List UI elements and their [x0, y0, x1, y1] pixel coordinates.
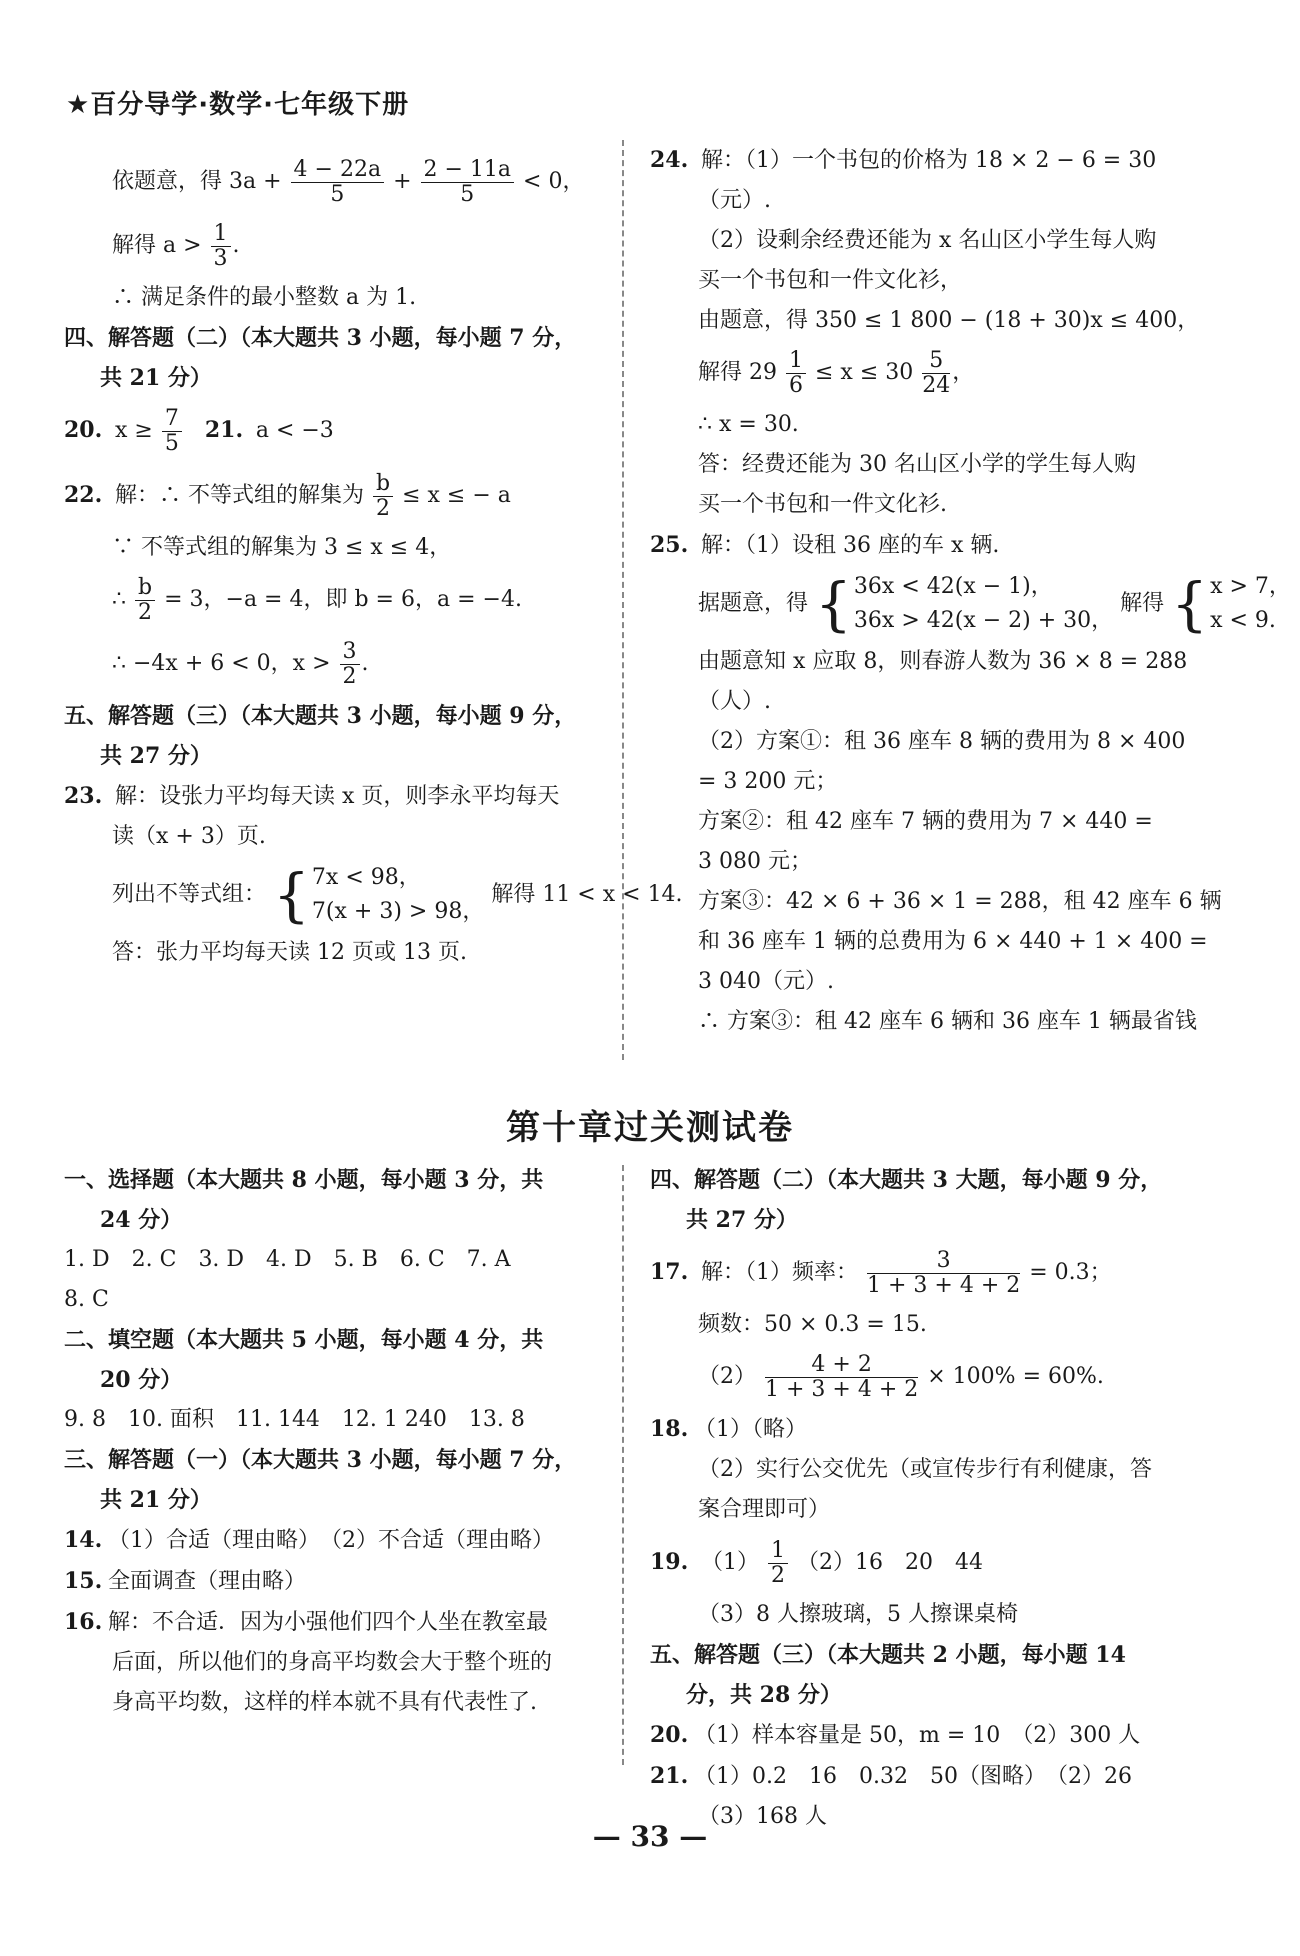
- section-title: 第十章过关测试卷: [506, 1108, 794, 1148]
- answer-22-line-2: ∵ 不等式组的解集为 3 ≤ x ≤ 4，: [112, 535, 452, 560]
- answer-16-line-3: 身高平均数，这样的样本就不具有代表性了.: [112, 1690, 537, 1715]
- answer-17-line-3: （2） $\frac{4 + 2}{1 + 3 + 4 + 2}$ × 100% = 60%.: [698, 1351, 1104, 1402]
- answer-25-line-6: = 3 200 元；: [698, 769, 838, 794]
- answer-21b-line-2: （3）168 人: [698, 1804, 827, 1829]
- fraction: $\frac{b}{2}$: [135, 576, 155, 625]
- answer-18-line-2: （2）实行公交优先（或宣传步行有利健康，答: [698, 1457, 1152, 1482]
- fraction: $\frac{3}{2}$: [340, 640, 360, 689]
- answer-24-line-4: 买一个书包和一件文化衫，: [698, 268, 963, 293]
- section-heading-4b: 四、解答题（二）（本大题共 3 大题，每小题 9 分，: [650, 1167, 1163, 1193]
- top-left-column: [64, 150, 683, 973]
- answer-25-line-10: 和 36 座车 1 辆的总费用为 6 × 440 + 1 × 400 =: [698, 929, 1208, 954]
- column-divider: [622, 140, 624, 1060]
- answer-17-line-2: 频数：50 × 0.3 = 15.: [698, 1312, 927, 1337]
- answer-25-line-5: （2）方案①：租 36 座车 8 辆的费用为 8 × 400: [698, 729, 1186, 754]
- answer-18-line-1: 18. （1）（略）: [650, 1416, 807, 1442]
- top-right-column: [650, 140, 1291, 1042]
- answer-25-line-3: 由题意知 x 应取 8，则春游人数为 36 × 8 = 288: [698, 649, 1188, 674]
- fraction: $\frac{1}{2}$: [768, 1539, 788, 1588]
- answer-15: 15. 全面调查（理由略）: [64, 1568, 307, 1594]
- fraction: $\frac{1}{6}$: [786, 349, 806, 398]
- choice-answers: 1. D 2. C 3. D 4. D 5. B 6. C 7. A: [64, 1247, 511, 1272]
- inequality-system: { 7x < 98， 7(x + 3) > 98，: [273, 861, 485, 929]
- answer-24-line-6: 解得 29 $\frac{1}{6}$ ≤ x ≤ 30 $\frac{5}{24}$ ，: [698, 347, 975, 398]
- answer-17-line-1: 17. 解：（1）频率： $\frac{3}{1 + 3 + 4 + 2}$ = 0.3；: [650, 1247, 1112, 1298]
- derivation-line-1: 依题意，得 3a + $\frac{4 - 22a}{5}$ + $\frac{2 - 11a}{5}$ < 0，: [112, 156, 585, 207]
- section-heading-3-cont: 共 21 分）: [100, 1487, 212, 1513]
- answer-18-line-3: 案合理即可）: [698, 1497, 831, 1522]
- answer-23-line-4: 答：张力平均每天读 12 页或 13 页.: [112, 940, 467, 965]
- answer-14: 14. （1）合适（理由略） （2）不合适（理由略）: [64, 1527, 554, 1553]
- answer-25-line-11: 3 040（元）.: [698, 969, 834, 994]
- answer-25-line-12: ∴ 方案③：租 42 座车 6 辆和 36 座车 1 辆最省钱: [698, 1009, 1197, 1034]
- conclusion-line: ∴ 满足条件的最小整数 a 为 1.: [112, 285, 417, 310]
- answer-25-line-8: 3 080 元；: [698, 849, 812, 874]
- column-divider: [622, 1165, 624, 1765]
- section-heading-1: 一、选择题（本大题共 8 小题，每小题 3 分，共: [64, 1167, 544, 1193]
- section-heading-4: 四、解答题（二）（本大题共 3 小题，每小题 7 分，: [64, 325, 577, 351]
- answer-22-line-1: 22. 解：∴ 不等式组的解集为 $\frac{b}{2}$ ≤ x ≤ − a: [64, 470, 511, 521]
- answer-16-line-1: 16. 解：不合适．因为小强他们四个人坐在教室最: [64, 1609, 549, 1635]
- book-header: ★百分导学·数学·七年级下册: [66, 90, 410, 120]
- answer-24-line-1: 24. 解：（1）一个书包的价格为 18 × 2 − 6 = 30: [650, 147, 1157, 173]
- answer-23-line-1: 23. 解：设张力平均每天读 x 页，则李永平均每天: [64, 783, 560, 809]
- answer-16-line-2: 后面，所以他们的身高平均数会大于整个班的: [112, 1650, 553, 1675]
- section-heading-1-cont: 24 分）: [100, 1207, 183, 1233]
- section-heading-4b-cont: 共 27 分）: [686, 1207, 798, 1233]
- fraction: $\frac{4 + 2}{1 + 3 + 4 + 2}$: [765, 1351, 919, 1402]
- fraction: $\frac{1}{3}$: [211, 222, 231, 271]
- section-heading-5-cont: 共 27 分）: [100, 743, 212, 769]
- answer-22-line-4: ∴ −4x + 6 < 0，x > $\frac{3}{2}$ .: [112, 638, 369, 689]
- answer-24-line-5: 由题意，得 350 ≤ 1 800 − (18 + 30)x ≤ 400，: [698, 308, 1200, 333]
- answer-22-line-3: ∴ $\frac{b}{2}$ = 3，−a = 4，即 b = 6，a = −4.: [112, 574, 522, 625]
- answer-19-line-2: （3）8 人擦玻璃，5 人擦课桌椅: [698, 1602, 1018, 1627]
- bottom-left-column: [64, 1160, 604, 1723]
- answer-25-line-2: 据题意，得 { 36x < 42(x − 1)， 36x > 42(x − 2) + 30， 解得 { x > 7， x < 9.: [698, 570, 1291, 638]
- fill-answers: 9. 8 10. 面积 11. 144 12. 1 240 13. 8: [64, 1407, 525, 1432]
- derivation-line-2: 解得 a > $\frac{1}{3}$ .: [112, 220, 240, 271]
- fraction: $\frac{5}{24}$: [922, 347, 951, 398]
- answer-25-line-9: 方案③：42 × 6 + 36 × 1 = 288，租 42 座车 6 辆: [698, 889, 1222, 914]
- answer-24-line-8: 答：经费还能为 30 名山区小学的学生每人购: [698, 452, 1136, 477]
- answer-25-line-4: （人）.: [698, 689, 771, 714]
- answer-24-line-9: 买一个书包和一件文化衫.: [698, 492, 947, 517]
- section-heading-5: 五、解答题（三）（本大题共 3 小题，每小题 9 分，: [64, 703, 577, 729]
- answer-24-line-2: （元）.: [698, 188, 771, 213]
- fraction: $\frac{7}{5}$: [162, 407, 182, 456]
- section-heading-5b-cont: 分，共 28 分）: [686, 1682, 842, 1708]
- answer-23-line-3: 列出不等式组： { 7x < 98， 7(x + 3) > 98， 解得 11 < x < 14.: [112, 861, 683, 929]
- answer-23-line-2: 读（x + 3）页.: [112, 824, 266, 849]
- inequality-solution: { x > 7， x < 9.: [1171, 570, 1291, 638]
- section-heading-2-cont: 20 分）: [100, 1367, 183, 1393]
- answer-20b: 20. （1）样本容量是 50，m = 10 （2）300 人: [650, 1722, 1141, 1748]
- answer-24-line-3: （2）设剩余经费还能为 x 名山区小学生每人购: [698, 228, 1157, 253]
- page-number: — 33 —: [592, 1820, 708, 1853]
- answer-21b-line-1: 21. （1）0.2 16 0.32 50（图略） （2）26: [650, 1763, 1132, 1789]
- choice-answers-cont: 8. C: [64, 1287, 109, 1312]
- answer-24-line-7: ∴ x = 30.: [698, 412, 799, 437]
- fraction: $\frac{3}{1 + 3 + 4 + 2}$: [867, 1247, 1021, 1298]
- section-heading-2: 二、填空题（本大题共 5 小题，每小题 4 分，共: [64, 1327, 544, 1353]
- answer-25-line-7: 方案②：租 42 座车 7 辆的费用为 7 × 440 =: [698, 809, 1153, 834]
- section-heading-5b: 五、解答题（三）（本大题共 2 小题，每小题 14: [650, 1642, 1126, 1668]
- section-heading-3: 三、解答题（一）（本大题共 3 小题，每小题 7 分，: [64, 1447, 577, 1473]
- answer-20-21: 20. x ≥ $\frac{7}{5}$ 21. a < −3: [64, 405, 334, 456]
- answer-25-line-1: 25. 解：（1）设租 36 座的车 x 辆.: [650, 532, 1000, 558]
- inequality-system: { 36x < 42(x − 1)， 36x > 42(x − 2) + 30，: [815, 570, 1114, 638]
- answer-19-line-1: 19. （1） $\frac{1}{2}$ （2）16 20 44: [650, 1537, 983, 1588]
- fraction: $\frac{2 - 11a}{5}$: [421, 158, 515, 207]
- bottom-right-column: [650, 1160, 1210, 1837]
- fraction: $\frac{b}{2}$: [373, 472, 393, 521]
- fraction: $\frac{4 - 22a}{5}$: [291, 158, 385, 207]
- section-heading-4-cont: 共 21 分）: [100, 365, 212, 391]
